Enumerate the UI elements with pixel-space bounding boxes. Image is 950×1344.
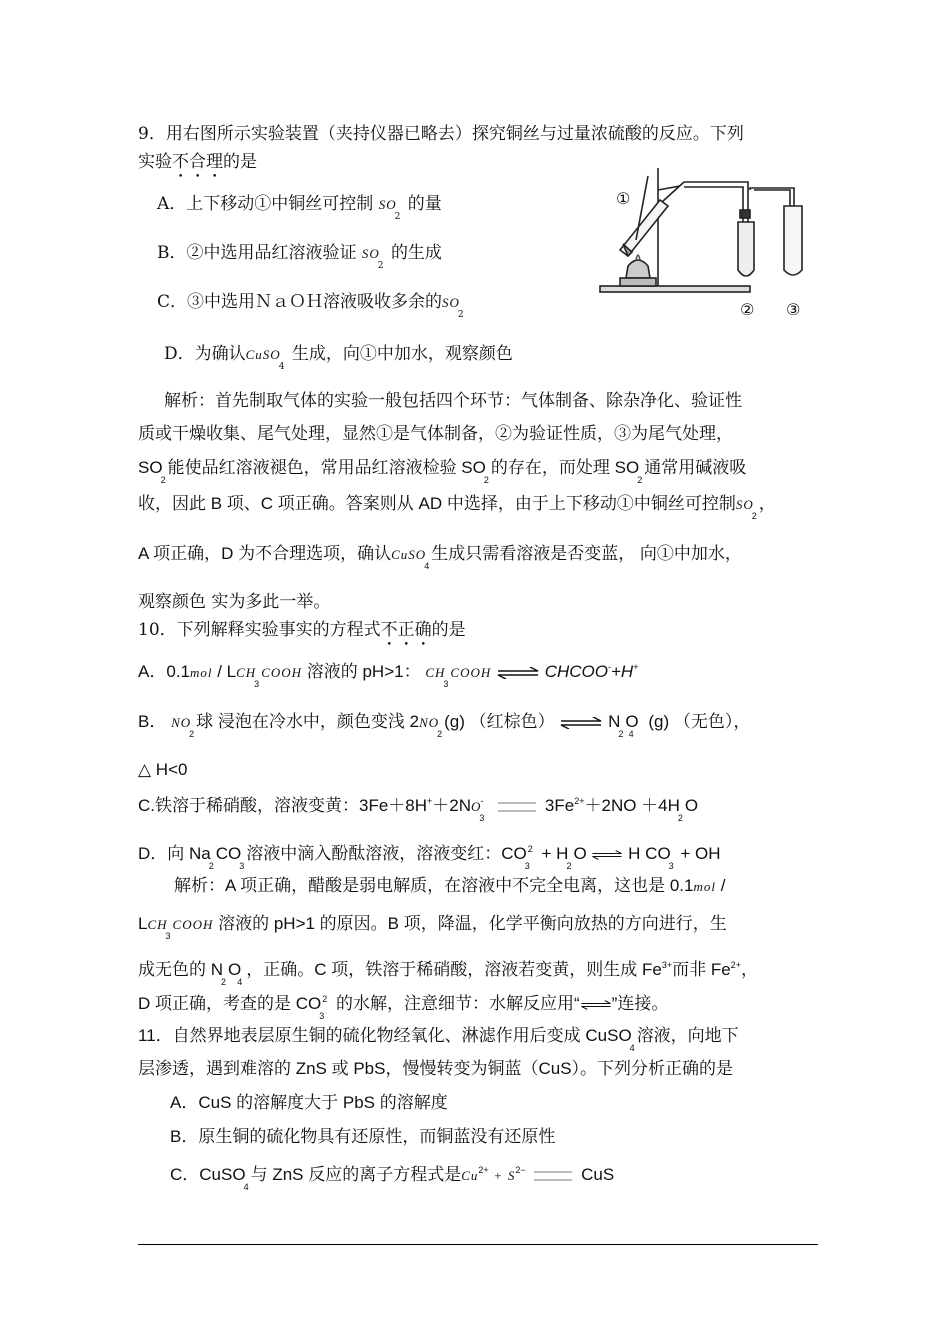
q11-option-c: C．CuSO$_4$与 ZnS 反应的离子方程式是$Cu^{2+} + S^{2-}$ CuS — [170, 1165, 615, 1192]
q9-explanation-6: 观察颜色 实为多此一举。 — [138, 592, 331, 612]
q11-option-a: A．CuS 的溶解度大于 PbS 的溶解度 — [170, 1093, 448, 1112]
q9-option-d: D．为确认CuSO$_4$ 生成，向①中加水，观察颜色 — [164, 344, 513, 372]
q9-explanation-5: A 项正确，D 为不合理选项，确认CuSO$_4$生成只需看溶液是否变蓝， 向①中加水， — [138, 544, 742, 571]
q9-option-a: A．上下移动①中铜丝可控制 $SO_2$ 的量 — [157, 194, 442, 222]
q10-explanation-1: 解析：A 项正确，醋酸是弱电解质，在溶液中不完全电离，这也是 0.1mol / — [174, 876, 726, 895]
reversible-arrow-icon — [591, 849, 623, 861]
q9-explanation-4: 收，因此 B 项、C 项正确。答案则从 AD 中选择，由于上下移动①中铜丝可控制$SO_2$， — [138, 494, 776, 521]
emphasis-incorrect: 不正确 — [380, 620, 432, 640]
footer-rule — [138, 1244, 818, 1245]
q10-explanation-2: $LCH_3COOH$ 溶液的 pH>1 的原因。B 项，降温，化学平衡向放热的方向进行，生 — [138, 914, 727, 941]
q10-option-d: D．向 $Na_2CO_3$溶液中滴入酚酞溶液，溶液变红：$CO_3^2 + H_2O$ H $CO_3$ + OH — [138, 844, 721, 871]
emphasis-not-reasonable: 不合理 — [172, 152, 223, 172]
label-circled-1: ① — [616, 189, 631, 208]
reversible-arrow-icon — [580, 999, 612, 1011]
q10-explanation-3: 成无色的 $N_2O_4$，正确。C 项，铁溶于稀硝酸，溶液若变黄，则生成 $Fe^{3+}$而非 $Fe^{2+}$， — [138, 960, 758, 987]
q9-stem-line1: 9．用右图所示实验装置（夹持仪器已略去）探究铜丝与过量浓硫酸的反应。下列 — [138, 124, 744, 144]
label-circled-3: ③ — [786, 300, 801, 319]
q10-option-c: C.铁溶于稀硝酸，溶液变黄：$3Fe+8H^++2NO_3^-$ $3Fe^{2+}+2NO +4H_2O$ — [138, 796, 699, 823]
experiment-apparatus-figure — [598, 160, 812, 320]
q9-explanation-1: 解析：首先制取气体的实验一般包括四个环节：气体制备、除杂净化、验证性 — [164, 391, 742, 411]
q9-option-b: B．②中选用品红溶液验证 $SO_2$ 的生成 — [157, 243, 442, 271]
q10-option-b-delta-h: △ H<0 — [138, 760, 188, 779]
q9-explanation-2: 质或干燥收集、尾气处理，显然①是气体制备，②为验证性质，③为尾气处理， — [138, 424, 733, 444]
q10-option-b: B． $NO_2$球 浸泡在冷水中，颜色变浅 $2NO_2(g)$ （红棕色） $N_2O_4$ (g) （无色）， — [138, 712, 751, 739]
q10-option-a: A．$0.1mol / LCH_3COOH$ 溶液的 pH>1： $CH_3COOH$ CHCOO-+H+ — [138, 662, 639, 689]
equals-sign-icon — [534, 1171, 572, 1181]
q11-stem-line2: 层渗透，遇到难溶的 ZnS 或 PbS，慢慢转变为铜蓝（CuS）。下列分析正确的是 — [138, 1059, 734, 1078]
q9-option-c: C．③中选用ＮａＯＨ溶液吸收多余的$SO_2$ — [157, 292, 464, 320]
q11-stem-line1: 11．自然界地表层原生铜的硫化物经氧化、淋滤作用后变成 CuSO$_4$溶液，向地下 — [138, 1026, 739, 1053]
label-circled-2: ② — [740, 300, 755, 319]
q11-option-b: B．原生铜的硫化物具有还原性，而铜蓝没有还原性 — [170, 1127, 556, 1146]
q9-stem-line2: 实验不合理的是 — [138, 152, 257, 172]
q9-explanation-3: $SO_2$能使品红溶液褪色，常用品红溶液检验 $SO_2$的存在，而处理 $SO_2$通常用碱液吸 — [138, 458, 747, 485]
q10-explanation-4: D 项正确，考查的是 $CO_3^2$ 的水解，注意细节：水解反应用“ ”连接。 — [138, 994, 669, 1021]
reversible-arrow-icon — [496, 667, 540, 679]
reversible-arrow-icon — [559, 717, 603, 729]
equals-sign-icon — [498, 802, 536, 812]
q10-stem: 10．下列解释实验事实的方程式不正确的是 — [138, 620, 466, 640]
